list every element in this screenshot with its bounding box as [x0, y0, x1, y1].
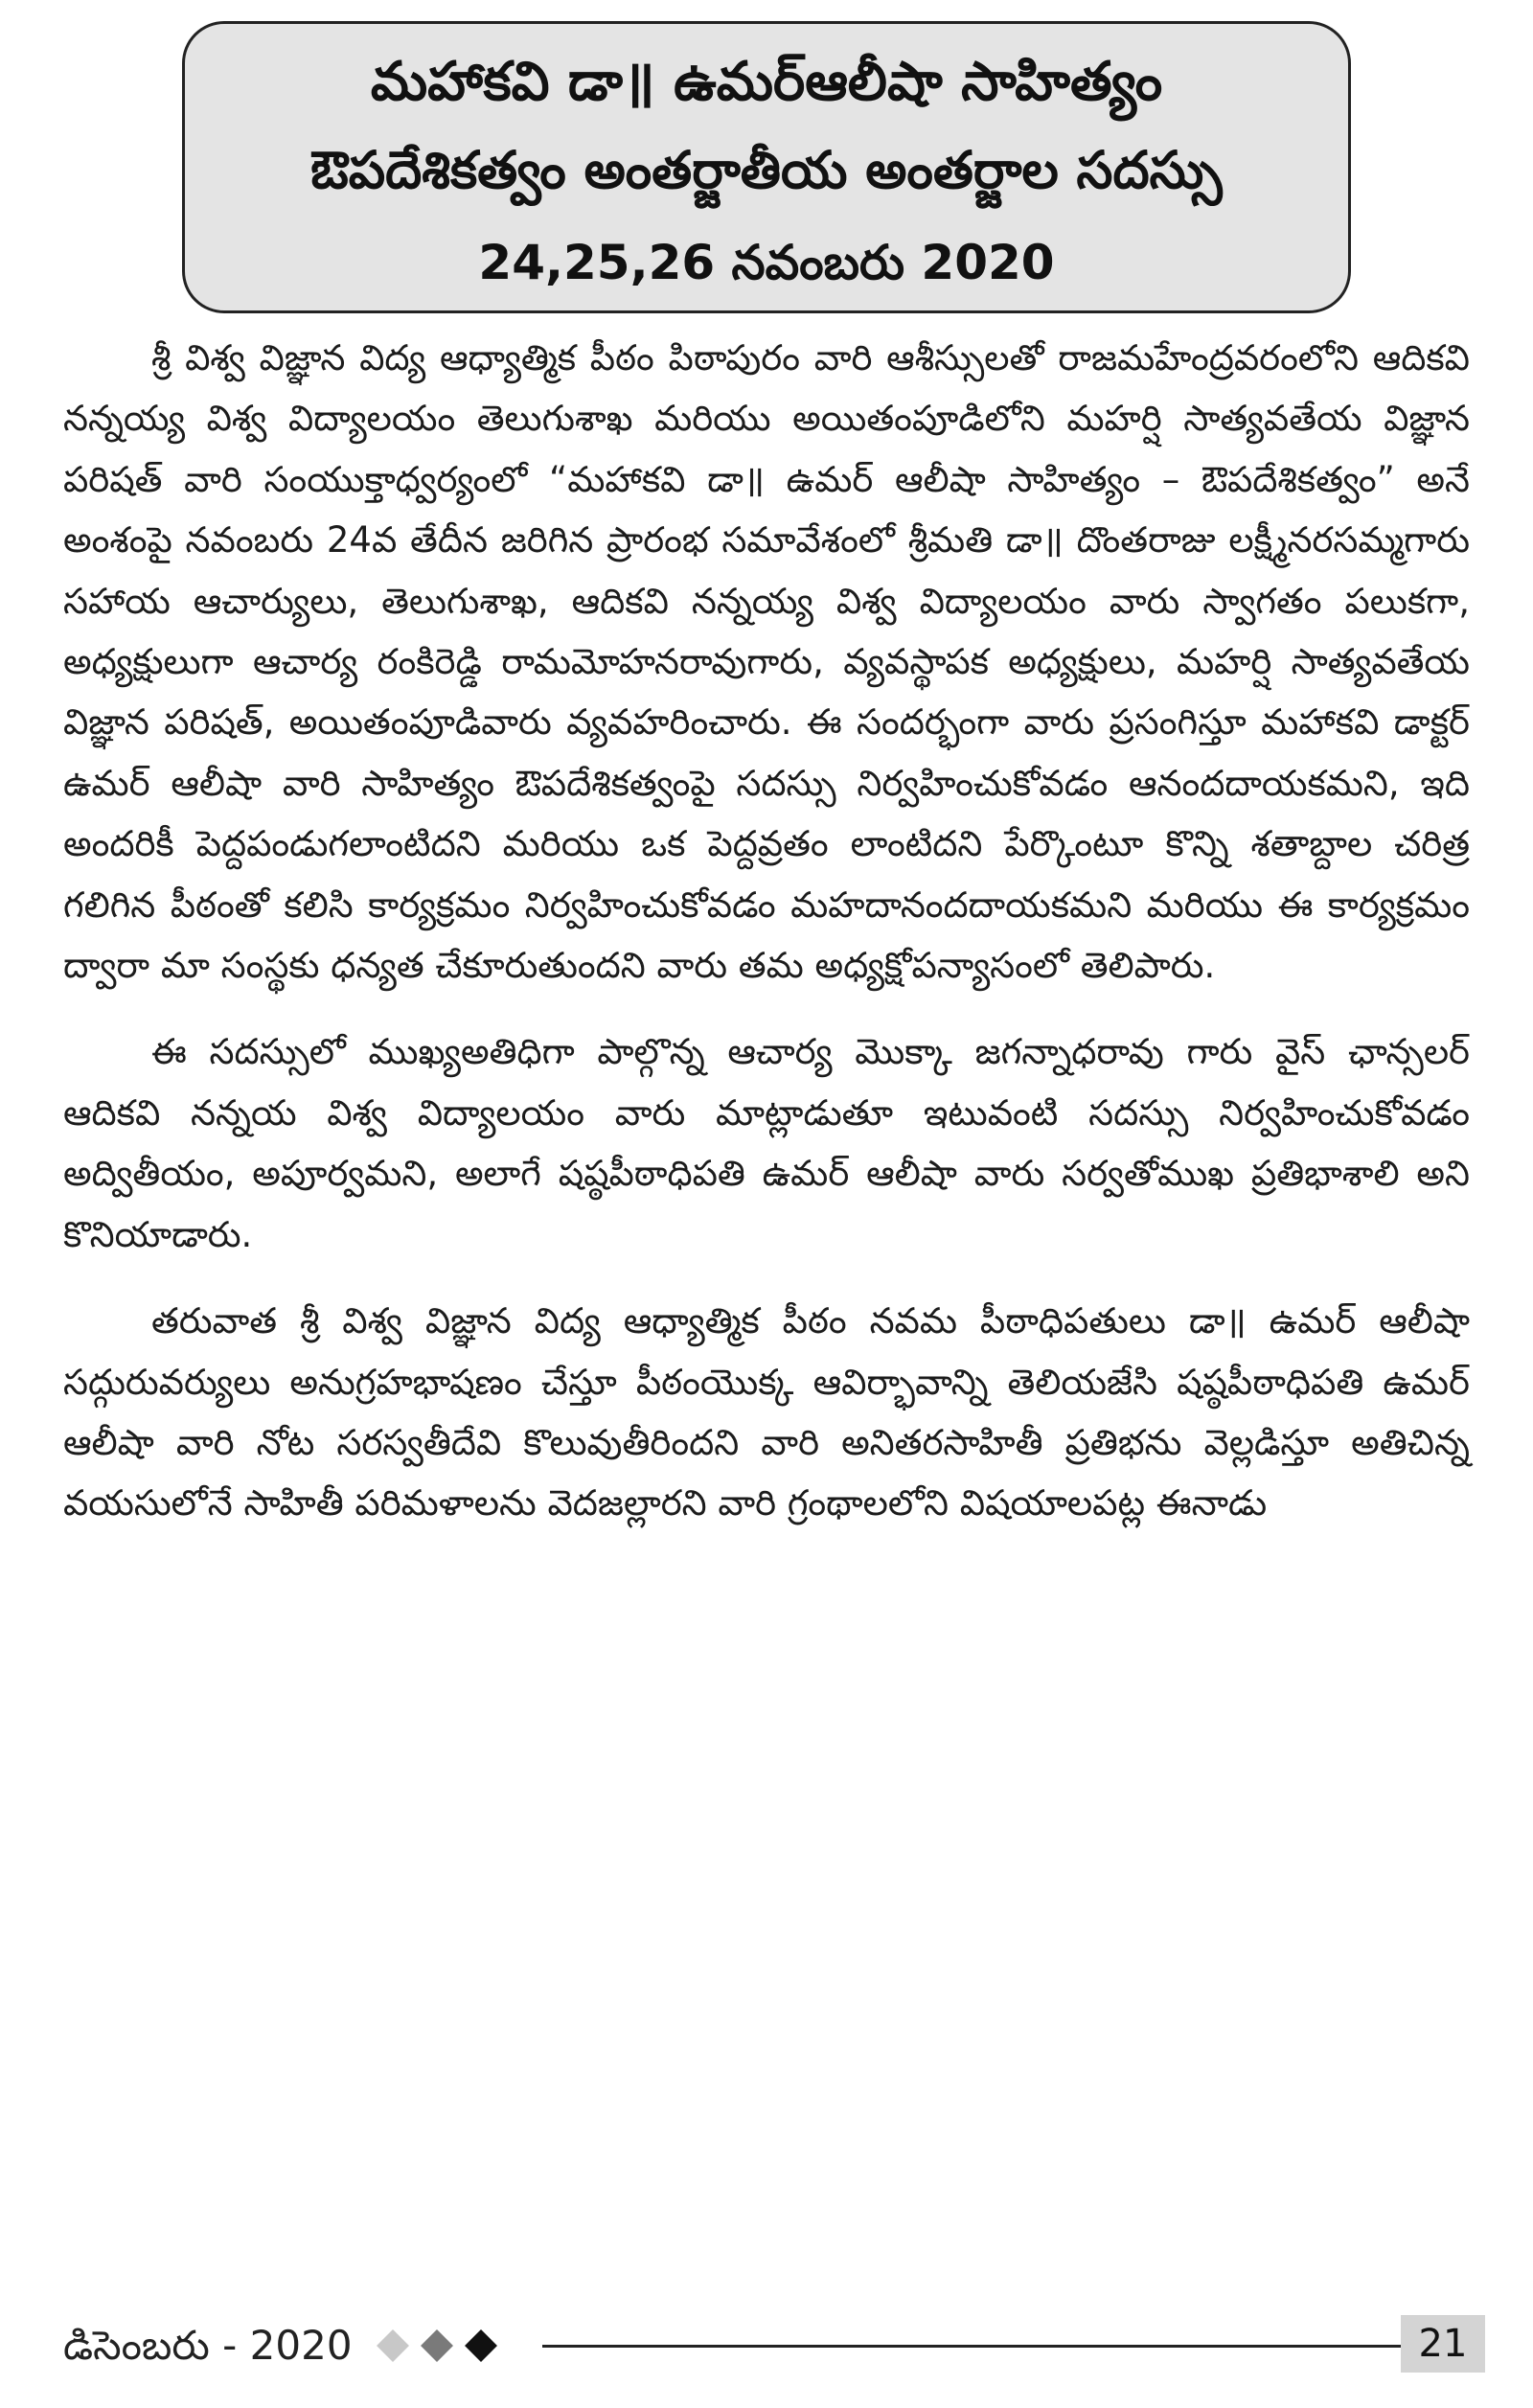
page-number: 21: [1401, 2315, 1485, 2373]
page-footer: [63, 2315, 1470, 2382]
footer-rule: [542, 2345, 1408, 2348]
paragraph-1: శ్రీ విశ్వ విజ్ఞాన విద్య ఆధ్యాత్మిక పీఠం పిఠాపురం వారి ఆశీస్సులతో రాజమహేంద్రవరంలోని ఆదికవి నన్నయ్య విశ్వ విద్యాలయం తెలుగుశాఖ మరియు అయితంపూడిలోని మహర్షి సాత్యవతేయ విజ్ఞాన పరిషత్ వారి సంయుక్తాధ్వర్యంలో “మహాకవి డా॥ ఉమర్ ఆలీషా సాహిత్యం – ఔపదేశికత్వం” అనే అంశంపై నవంబరు 24వ తేదీన జరిగిన ప్రారంభ సమావేశంలో శ్రీమతి డా॥ దొంతరాజు లక్ష్మీనరసమ్మగారు సహాయ ఆచార్యులు, తెలుగుశాఖ, ఆదికవి నన్నయ్య విశ్వ విద్యాలయం వారు స్వాగతం పలుకగా, అధ్యక్షులుగా ఆచార్య రంకిరెడ్డి రామమోహనరావుగారు, వ్యవస్థాపక అధ్యక్షులు, మహర్షి సాత్యవతేయ విజ్ఞాన పరిషత్, అయితంపూడివారు వ్యవహరించారు. ఈ సందర్భంగా వారు ప్రసంగిస్తూ మహాకవి డాక్టర్ ఉమర్ ఆలీషా వారి సాహిత్యం ఔపదేశికత్వంపై సదస్సు నిర్వహించుకోవడం ఆనందదాయకమని, ఇది అందరికీ పెద్దపండుగలాంటిదని మరియు ఒక పెద్దవ్రతం లాంటిదని పేర్కొంటూ కొన్ని శతాబ్దాల చరిత్ర గలిగిన పీఠంతో కలిసి కార్యక్రమం నిర్వహించుకోవడం మహదానందదాయకమని మరియు ఈ కార్యక్రమం ద్వారా మా సంస్థకు ధన్యత చేకూరుతుందని వారు తమ అధ్యక్షోపన్యాసంలో తెలిపారు.: [63, 337, 1470, 987]
title-line-2: ఔపదేశికత్వం అంతర్జాతీయ అంతర్జాల సదస్సు: [310, 140, 1223, 200]
paragraph-2: ఈ సదస్సులో ముఖ్యఅతిధిగా పాల్గొన్న ఆచార్య మొక్కా జగన్నాధరావు గారు వైస్ ఛాన్సలర్ ఆదికవి నన్నయ విశ్వ విద్యాలయం వారు మాట్లాడుతూ ఇటువంటి సదస్సు నిర్వహించుకోవడం అద్వితీయం, అపూర్వమని, అలాగే షష్ఠపీఠాధిపతి ఉమర్ ఆలీషా వారు సర్వతోముఖ ప్రతిభాశాలి అని కొనియాడారు.: [63, 1031, 1470, 1255]
title-line-1: మహాకవి డా॥ ఉమర్‌ఆలీషా సాహిత్యం: [370, 51, 1163, 113]
diamond-medium-icon: [421, 2329, 453, 2362]
diamond-dark-icon: [465, 2329, 497, 2362]
issue-date: డిసెంబరు - 2020: [63, 2322, 353, 2369]
article-body: [63, 328, 1470, 1560]
diamond-light-icon: [377, 2329, 409, 2362]
title-box: [182, 21, 1351, 313]
event-dates: 24,25,26 నవంబరు 2020: [478, 235, 1055, 290]
paragraph-3: తరువాత శ్రీ విశ్వ విజ్ఞాన విద్య ఆధ్యాత్మిక పీఠం నవమ పీఠాధిపతులు డా॥ ఉమర్ ఆలీషా సద్గురువర్యులు అనుగ్రహభాషణం చేస్తూ పీఠంయొక్క ఆవిర్భావాన్ని తెలియజేసి షష్ఠపీఠాధిపతి ఉమర్ ఆలీషా వారి నోట సరస్వతీదేవి కొలువుతీరిందని వారి అనితరసాహితీ ప్రతిభను వెల్లడిస్తూ అతిచిన్న వయసులోనే సాహితీ పరిమళాలను వెదజల్లారని వారి గ్రంథాలలోని విషయాలపట్ల ఈనాడు: [63, 1300, 1470, 1525]
